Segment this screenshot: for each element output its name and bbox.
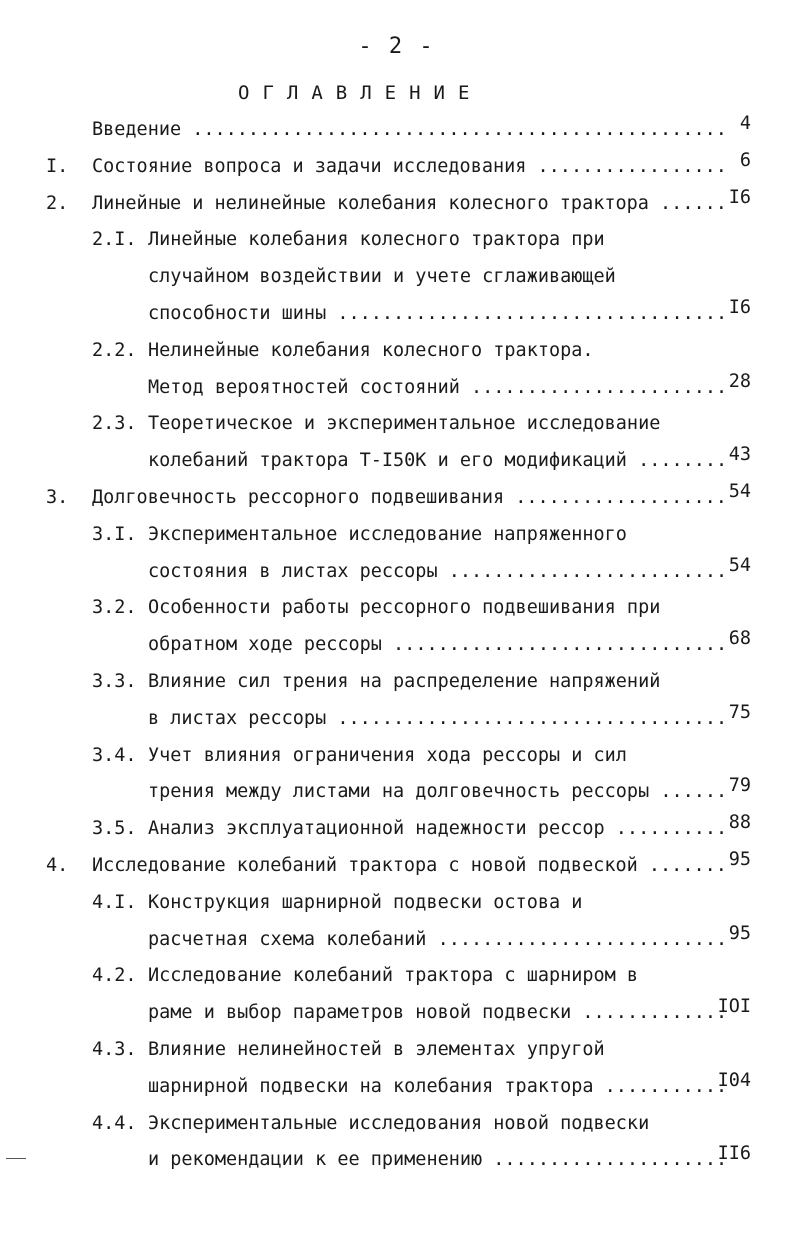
toc-entry-page: 4 bbox=[739, 113, 751, 134]
toc-entry-line bbox=[0, 112, 793, 149]
toc-entry-page: 95 bbox=[728, 848, 751, 870]
toc-entry-number: 2.3. bbox=[92, 413, 137, 435]
toc-entry-line bbox=[0, 664, 793, 701]
toc-entry-number: 4. bbox=[46, 854, 69, 876]
toc-entry-number: 3.4. bbox=[92, 744, 137, 766]
toc-entry-line bbox=[0, 848, 793, 885]
toc-entry-text[interactable]: в листах рессоры ..... bbox=[148, 701, 727, 738]
toc-entry-line bbox=[0, 590, 793, 627]
toc-entry-text[interactable]: Линейные и нелинейные колебания колесного трактора ..... bbox=[92, 186, 727, 223]
toc-entry-page: 43 bbox=[728, 444, 751, 466]
toc-entry-text[interactable]: Анализ эксплуатационной надежности рессор ..... bbox=[148, 811, 727, 848]
toc-entry-number: I. bbox=[46, 155, 69, 177]
toc-entry-number: 3.3. bbox=[92, 670, 137, 692]
toc-entry-line bbox=[0, 995, 793, 1032]
toc-entry-text[interactable]: Линейные колебания колесного трактора при bbox=[148, 229, 605, 251]
toc-entry-text[interactable]: Исследование колебаний трактора с шарниром в bbox=[148, 965, 639, 987]
page-number: - 2 - bbox=[358, 34, 435, 59]
toc-entry-page: I6 bbox=[728, 296, 751, 318]
toc-entry-text[interactable]: Учет влияния ограничения хода рессоры и сил bbox=[148, 744, 627, 766]
toc-entry-line bbox=[0, 554, 793, 591]
toc-entry-number: 2.2. bbox=[92, 339, 137, 361]
toc-entry-line bbox=[0, 701, 793, 738]
toc-entry-line bbox=[0, 738, 793, 775]
toc-entry-page: 54 bbox=[728, 554, 751, 576]
toc-entry-text[interactable]: и рекомендации к ее применению ..... bbox=[148, 1142, 727, 1179]
margin-mark bbox=[6, 1158, 26, 1159]
toc-entry-page: I6 bbox=[728, 186, 751, 208]
toc-entry-page: 54 bbox=[728, 480, 751, 502]
toc-entry-line bbox=[0, 1069, 793, 1106]
toc-entry-line bbox=[0, 811, 793, 848]
toc-entry-text[interactable]: Конструкция шарнирной подвески остова и bbox=[148, 891, 583, 913]
toc-entry-line bbox=[0, 774, 793, 811]
toc-entry-text[interactable]: Влияние сил трения на распределение напряжений bbox=[148, 670, 661, 692]
toc-entry-text[interactable]: Экспериментальное исследование напряженного bbox=[148, 523, 627, 545]
toc-entry-text[interactable]: раме и выбор параметров новой подвески ..... bbox=[148, 995, 727, 1032]
toc-entry-number: 4.2. bbox=[92, 965, 137, 987]
toc-entry-line bbox=[0, 1106, 793, 1143]
toc-entry-number: 4.4. bbox=[92, 1112, 137, 1134]
toc-entry-number: 4.I. bbox=[92, 891, 137, 913]
toc-entry-page: II6 bbox=[717, 1143, 751, 1165]
toc-entry-text[interactable]: колебаний трактора Т-I50К и его модификаций ..... bbox=[148, 443, 727, 480]
toc-entry-number: 3.5. bbox=[92, 818, 137, 840]
toc-entry-text[interactable]: Теоретическое и экспериментальное исследование bbox=[148, 413, 661, 435]
toc-entry-text[interactable]: расчетная схема колебаний ..... bbox=[148, 922, 727, 959]
toc-entry-page: 95 bbox=[728, 922, 751, 944]
toc-entry-line bbox=[0, 627, 793, 664]
toc-entry-line bbox=[0, 885, 793, 922]
toc-entry-line bbox=[0, 149, 793, 186]
table-of-contents bbox=[0, 112, 793, 1179]
toc-entry-number: 3.I. bbox=[92, 523, 137, 545]
toc-entry-text[interactable]: Долговечность рессорного подвешивания ..... bbox=[92, 480, 727, 517]
toc-entry-line bbox=[0, 333, 793, 370]
toc-entry-text[interactable]: Особенности работы рессорного подвешивания при bbox=[148, 597, 661, 619]
toc-entry-line bbox=[0, 186, 793, 223]
toc-entry-page: 28 bbox=[728, 370, 751, 392]
toc-entry-page: 75 bbox=[728, 701, 751, 723]
toc-entry-number: 4.3. bbox=[92, 1038, 137, 1060]
toc-entry-page: 6 bbox=[739, 149, 751, 171]
toc-entry-text[interactable]: способности шины ..... bbox=[148, 296, 727, 333]
toc-entry-line bbox=[0, 222, 793, 259]
toc-entry-line bbox=[0, 922, 793, 959]
toc-entry-line bbox=[0, 296, 793, 333]
page-title: ОГЛАВЛЕНИЕ bbox=[238, 82, 483, 104]
toc-entry-line bbox=[0, 370, 793, 407]
toc-entry-text[interactable]: состояния в листах рессоры ..... bbox=[148, 554, 727, 591]
toc-entry-line bbox=[0, 480, 793, 517]
toc-entry-text[interactable]: Экспериментальные исследования новой подвески bbox=[148, 1112, 650, 1134]
toc-entry-text[interactable]: Состояние вопроса и задачи исследования ..... bbox=[92, 149, 727, 186]
toc-entry-text[interactable]: шарнирной подвески на колебания трактора ..... bbox=[148, 1069, 727, 1106]
toc-entry-text[interactable]: трения между листами на долговечность рессоры ..... bbox=[148, 774, 727, 811]
toc-entry-page: I04 bbox=[717, 1069, 751, 1091]
toc-entry-text[interactable]: Исследование колебаний трактора с новой подвеской ..... bbox=[92, 848, 727, 885]
toc-entry-number: 3. bbox=[46, 486, 69, 508]
toc-entry-line bbox=[0, 1142, 793, 1179]
toc-entry-page: 79 bbox=[728, 775, 751, 797]
toc-entry-line bbox=[0, 517, 793, 554]
toc-entry-page: IOI bbox=[717, 996, 751, 1018]
toc-entry-number: 2. bbox=[46, 192, 69, 214]
toc-entry-line bbox=[0, 406, 793, 443]
toc-entry-line bbox=[0, 958, 793, 995]
toc-entry-line bbox=[0, 259, 793, 296]
toc-entry-text[interactable]: случайном воздействии и учете сглаживающей bbox=[148, 266, 616, 288]
toc-entry-line bbox=[0, 443, 793, 480]
toc-entry-text[interactable]: Влияние нелинейностей в элементах упругой bbox=[148, 1038, 605, 1060]
toc-entry-text[interactable]: обратном ходе рессоры ..... bbox=[148, 627, 727, 664]
toc-entry-line bbox=[0, 1032, 793, 1069]
toc-entry-text[interactable]: Введение ..... bbox=[92, 112, 727, 149]
toc-entry-page: 88 bbox=[728, 812, 751, 834]
toc-entry-text[interactable]: Нелинейные колебания колесного трактора. bbox=[148, 339, 594, 361]
toc-entry-page: 68 bbox=[728, 628, 751, 650]
toc-entry-number: 3.2. bbox=[92, 597, 137, 619]
toc-entry-text[interactable]: Метод вероятностей состояний ..... bbox=[148, 370, 727, 407]
toc-entry-number: 2.I. bbox=[92, 229, 137, 251]
